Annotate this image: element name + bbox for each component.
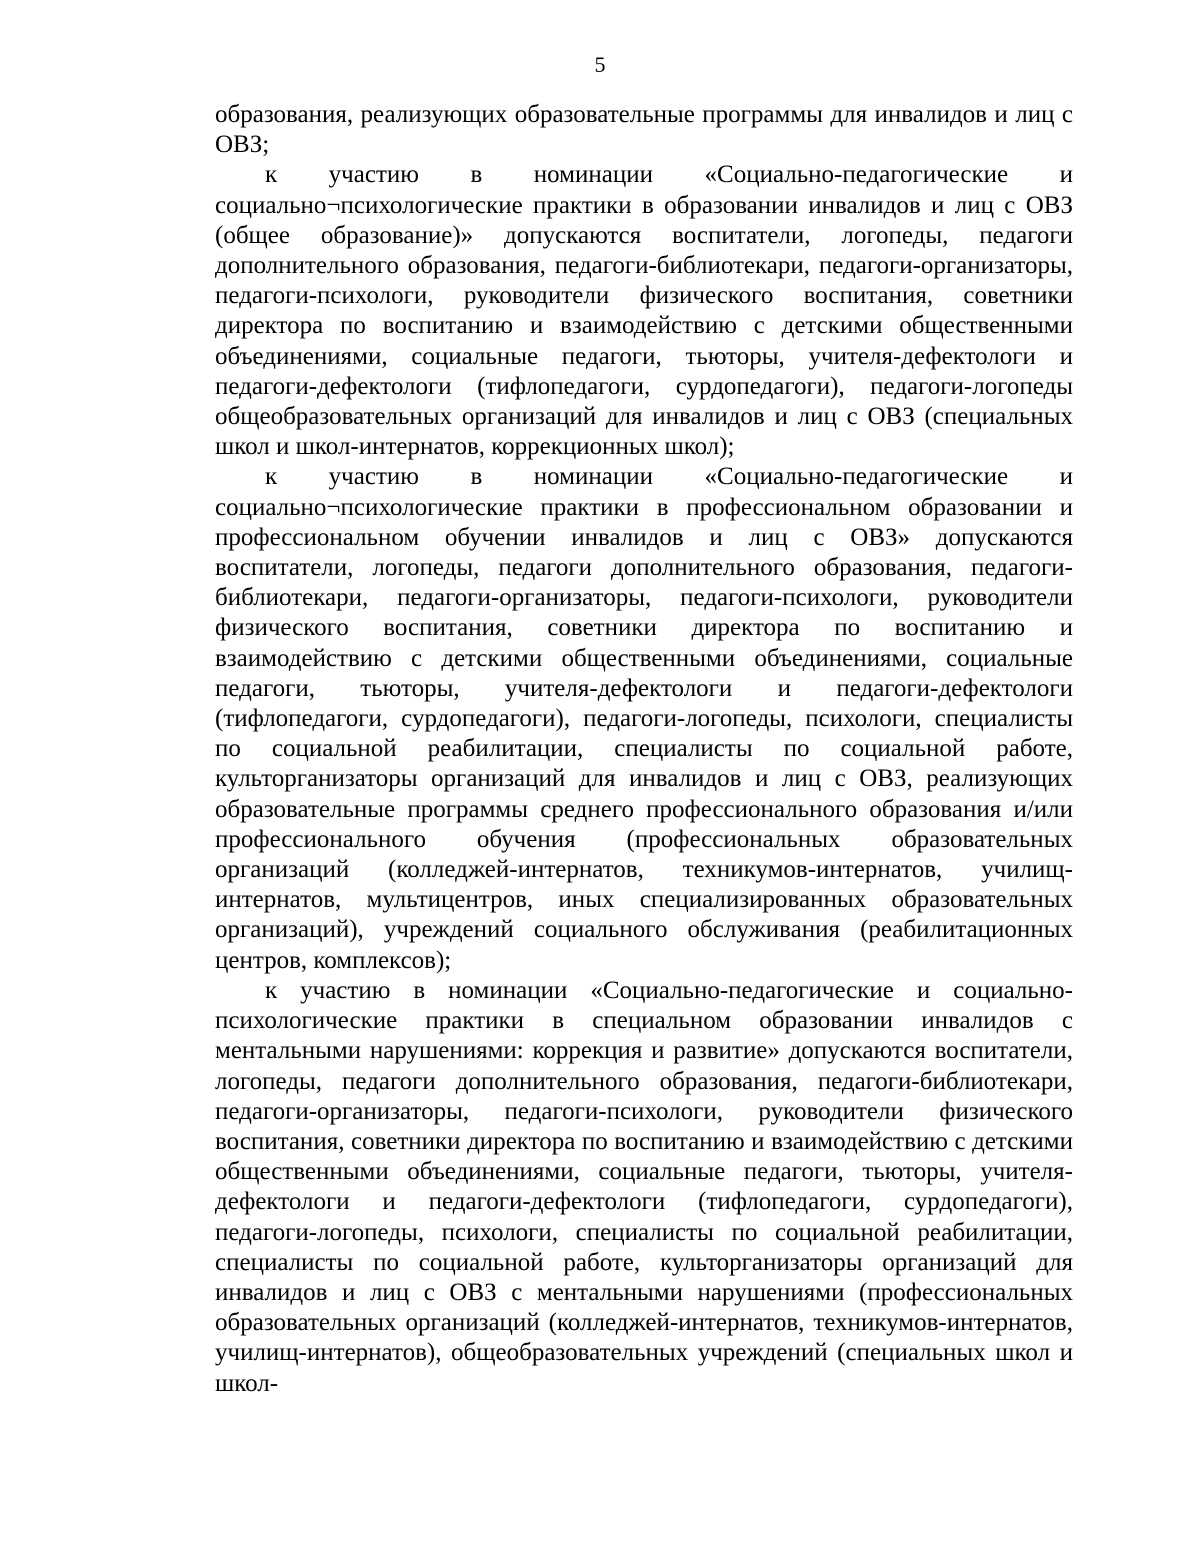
paragraph-nomination-special-education: к участию в номинации «Социально-педагогические и социально-психологические практики в специальном образовании инвалидов с ментальными нарушениями: коррекция и развитие» допускаются воспитатели, логопеды, педагоги дополнительного образования, педагоги-библиотекари, педагоги-организаторы, педагоги-психологи, руководители физического воспитания, советники директора по воспитанию и взаимодействию с детскими общественными объединениями, социальные педагоги, тьюторы, учителя-дефектологи и педагоги-дефектологи (тифлопедагоги, сурдопедагоги), педагоги-логопеды, психологи, специалисты по социальной реабилитации, специалисты по социальной работе, культорганизаторы организаций для инвалидов и лиц с ОВЗ с ментальными нарушениями (профессиональных образовательных организаций (колледжей-интернатов, техникумов-интернатов, училищ-интернатов), общеобразовательных учреждений (специальных школ и школ- — [215, 976, 1073, 1397]
document-body — [215, 100, 1073, 1399]
paragraph-nomination-general-education: к участию в номинации «Социально-педагогические и социально¬психологические практики в образовании инвалидов и лиц с ОВЗ (общее образование)» допускаются воспитатели, логопеды, педагоги дополнительного образования, педагоги-библиотекари, педагоги-организаторы, педагоги-психологи, руководители физического воспитания, советники директора по воспитанию и взаимодействию с детскими общественными объединениями, социальные педагоги, тьюторы, учителя-дефектологи и педагоги-дефектологи (тифлопедагоги, сурдопедагоги), педагоги-логопеды общеобразовательных организаций для инвалидов и лиц с ОВЗ (специальных школ и школ-интернатов, коррекционных школ); — [215, 161, 1073, 461]
paragraph-nomination-professional-education: к участию в номинации «Социально-педагогические и социально¬психологические практики в профессиональном образовании и профессиональном обучении инвалидов и лиц с ОВЗ» допускаются воспитатели, логопеды, педагоги дополнительного образования, педагоги-библиотекари, педагоги-организаторы, педагоги-психологи, руководители физического воспитания, советники директора по воспитанию и взаимодействию с детскими общественными объединениями, социальные педагоги, тьюторы, учителя-дефектологи и педагоги-дефектологи (тифлопедагоги, сурдопедагоги), педагоги-логопеды, психологи, специалисты по социальной реабилитации, специалисты по социальной работе, культорганизаторы организаций для инвалидов и лиц с ОВЗ, реализующих образовательные программы среднего профессионального образования и/или профессионального обучения (профессиональных образовательных организаций (колледжей-интернатов, техникумов-интернатов, училищ-интернатов, мультицентров, иных специализированных образовательных организаций), учреждений социального обслуживания (реабилитационных центров, комплексов); — [215, 463, 1073, 974]
paragraph-continuation: образования, реализующих образовательные программы для инвалидов и лиц с ОВЗ; — [215, 101, 1073, 159]
page-number: 5 — [594, 52, 606, 77]
